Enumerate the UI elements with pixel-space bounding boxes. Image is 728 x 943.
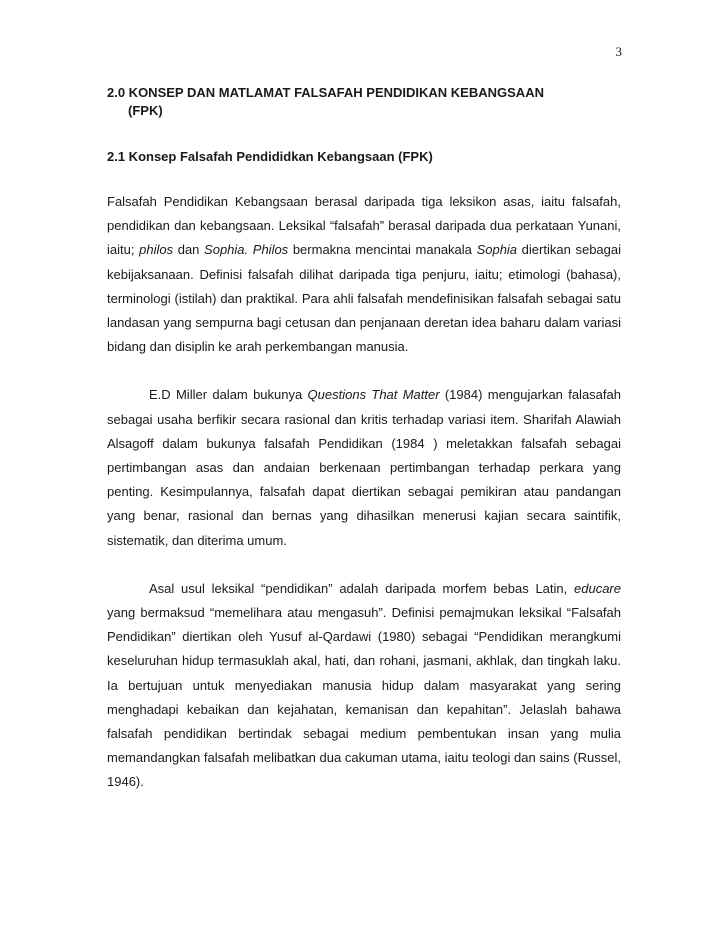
paragraph-3-term-educare: educare	[574, 580, 621, 596]
sub-heading: 2.1 Konsep Falsafah Pendididkan Kebangsaan (FPK)	[107, 149, 433, 164]
paragraph-1-term-philos: philos	[139, 242, 174, 258]
paragraph-3-text-b: yang bermaksud “memelihara atau mengasuh”. Definisi pemajmukan leksikal “Falsafah Pendidikan” diertikan oleh Yusuf al-Qardawi (1980) sebagai “Pendidikan merangkumi keseluruhan hidup termasuklah akal, hati, dan rohani, jasmani, akhlak, dan tingkah laku. Ia bertujuan untuk menyediakan manusia hidup dalam masyarakat yang sering menghadapi kebaikan dan kejahatan, kemanisan dan kepahitan”. Jelaslah bahawa falsafah pendidikan bertindak sebagai medium pembentukan insan yang mulia memandangkan falsafah melibatkan dua cakuman utama, iaitu teologi dan sains (Russel, 1946).	[107, 605, 621, 790]
section-heading-line2: (FPK)	[128, 103, 163, 118]
paragraph-1-text-b: dan	[173, 242, 205, 258]
paragraph-1-term-sophia-2: Sophia	[476, 242, 518, 258]
paragraph-3-text-a: Asal usul leksikal “pendidikan” adalah daripada morfem bebas Latin,	[149, 580, 575, 596]
page-content	[107, 84, 621, 795]
paragraph-2	[107, 383, 621, 552]
paragraph-2-text-a: E.D Miller dalam bukunya	[149, 387, 308, 403]
paragraph-1-text-c: bermakna mencintai manakala	[288, 242, 477, 258]
page-number: 3	[615, 44, 622, 59]
paragraph-1-text-a: Falsafah Pendidikan Kebangsaan berasal daripada tiga leksikon asas, iaitu falsafah, pendidikan dan kebangsaan. Leksikal “falsafah” berasal daripada dua perkataan Yunani, iaitu;	[107, 194, 621, 258]
paragraph-1-text-d: diertikan sebagai kebijaksanaan. Definisi falsafah dilihat daripada tiga penjuru, iaitu; etimologi (bahasa), terminologi (istilah) dan praktikal. Para ahli falsafah mendefinisikan falsafah sebagai satu landasan yang sempurna bagi cetusan dan penjanaan deretan idea baharu dalam variasi bidang dan disiplin ke arah perkembangan manusia.	[107, 242, 621, 355]
paragraph-2-book-title: Questions That Matter	[307, 387, 440, 403]
paragraph-1	[107, 190, 621, 359]
section-heading-line1: 2.0 KONSEP DAN MATLAMAT FALSAFAH PENDIDIKAN KEBANGSAAN	[107, 85, 544, 100]
paragraph-2-text-b: (1984) mengujarkan falasafah sebagai usaha berfikir secara rasional dan kritis terhadap variasi item. Sharifah Alawiah Alsagoff dalam bukunya falsafah Pendidikan (1984 ) meletakkan falsafah sebagai pertimbangan asas dan andaian berkenaan pertimbangan terhadap perkara yang penting. Kesimpulannya, falsafah dapat diertikan sebagai pemikiran atau pandangan yang benar, rasional dan bernas yang dihasilkan menerusi kajian secara saintifik, sistematik, dan diterima umum.	[107, 387, 621, 548]
paragraph-3	[107, 577, 621, 795]
section-heading	[107, 84, 621, 120]
paragraph-1-term-sophia: Sophia. Philos	[204, 242, 289, 258]
